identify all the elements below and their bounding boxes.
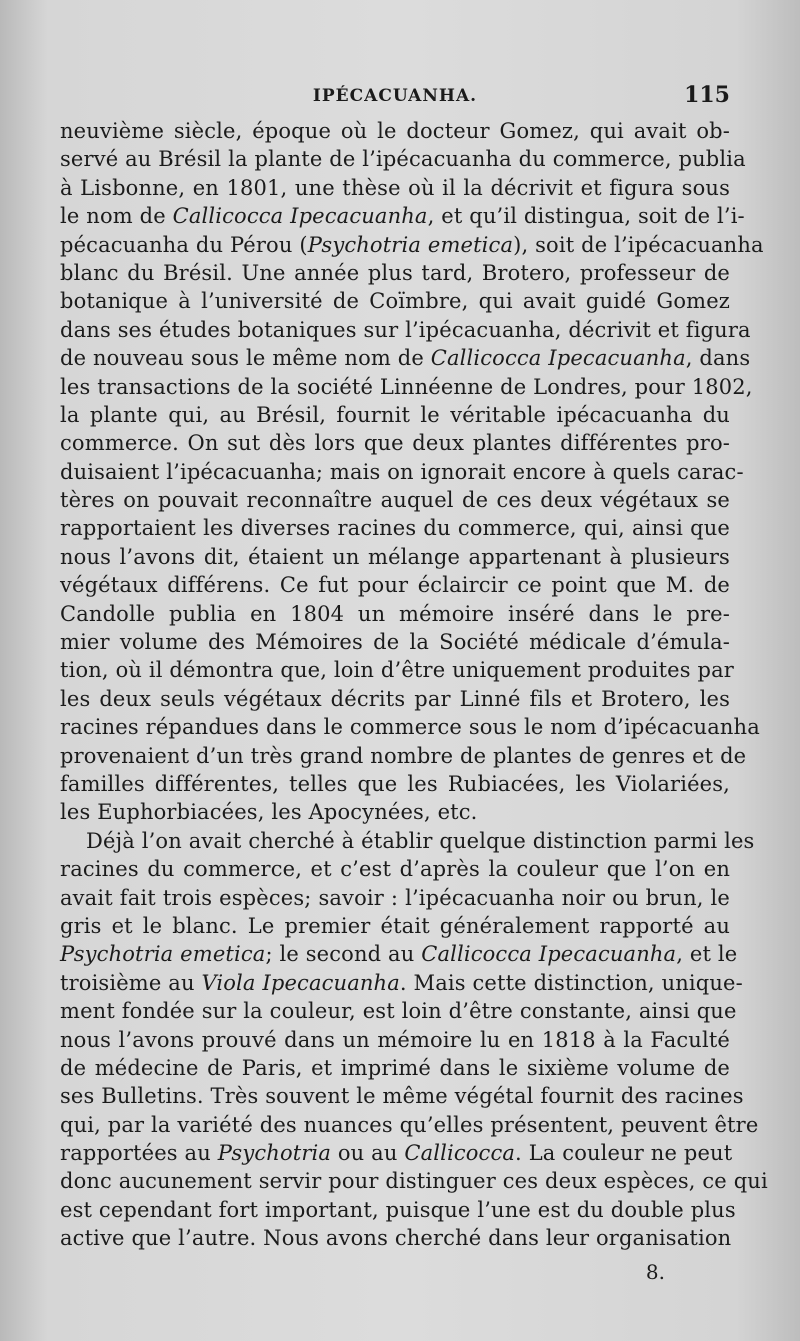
text-line [60, 969, 743, 997]
text-segment: neuvième siècle, époque où le docteur Gomez, qui avait ob- [60, 119, 730, 143]
text-line [60, 1196, 736, 1224]
italic-text: Callicocca Ipecacuanha [430, 346, 686, 371]
text-line [60, 628, 730, 656]
text-line [60, 1082, 744, 1110]
text-line [60, 940, 738, 968]
text-segment: familles différentes, telles que les Rubiacées, les Violariées, [60, 771, 730, 796]
text-segment: provenaient d’un très grand nombre de plantes de genres et de [60, 743, 747, 768]
text-segment: Déjà l’on avait cherché à établir quelque distinction parmi les [86, 828, 755, 853]
text-line [60, 656, 734, 684]
italic-text: Viola Ipecacuanha [201, 970, 400, 995]
text-segment: est cependant fort important, puisque l’une est du double plus [60, 1197, 736, 1222]
text-line [60, 798, 730, 826]
page-header [60, 82, 730, 114]
text-line [60, 1167, 768, 1195]
text-line [60, 600, 730, 628]
text-segment: la plante qui, au Brésil, fournit le véritable ipécacuanha du [60, 402, 730, 427]
text-segment: qui, par la variété des nuances qu’elles présentent, peuvent être [60, 1112, 759, 1137]
text-line [60, 401, 730, 429]
text-line [60, 344, 751, 372]
text-line [60, 571, 730, 599]
text-segment: pécacuanha du Pérou ( [60, 232, 308, 257]
signature-mark: 8. [645, 1260, 665, 1284]
text-line [60, 1026, 730, 1054]
text-line [60, 855, 730, 883]
text-segment: ou au [331, 1141, 405, 1166]
text-segment: racines du commerce, et c’est d’après la couleur que l’on en [60, 857, 730, 882]
text-segment: ; le second au [265, 942, 422, 967]
text-line [60, 827, 755, 855]
text-segment: de médecine de Paris, et imprimé dans le sixième volume de [60, 1055, 730, 1080]
text-line [60, 202, 745, 230]
text-segment: rapportées au [60, 1141, 218, 1166]
text-line [60, 117, 730, 145]
text-line [60, 912, 730, 940]
text-line [60, 1054, 730, 1082]
text-segment: tion, où il démontra que, loin d’être uniquement produites par [60, 658, 734, 683]
text-segment: troisième au [60, 970, 202, 995]
text-segment: commerce. On sut dès lors que deux plantes différentes pro- [60, 431, 730, 456]
text-segment: racines répandues dans le commerce sous le nom d’ipécacuanha [60, 715, 760, 740]
text-line [60, 429, 730, 457]
text-segment: tères on pouvait reconnaître auquel de ces deux végétaux se [60, 488, 730, 513]
text-line [60, 486, 730, 514]
text-segment: ment fondée sur la couleur, est loin d’être constante, ainsi que [60, 999, 737, 1024]
text-line [60, 287, 730, 315]
text-segment: avait fait trois espèces; savoir : l’ipécacuanha noir ou brun, le [60, 885, 730, 910]
text-line [60, 543, 730, 571]
text-segment: de nouveau sous le même nom de [60, 346, 431, 371]
text-line [60, 1224, 730, 1252]
text-segment: nous l’avons dit, étaient un mélange appartenant à plusieurs [60, 544, 730, 569]
text-segment: ), soit de l’ipécacuanha [513, 232, 764, 257]
text-segment: végétaux différens. Ce fut pour éclaircir ce point que M. de [60, 573, 730, 598]
text-segment: Candolle publia en 1804 un mémoire inséré dans le pre- [60, 601, 730, 626]
running-title: IPÉCACUANHA. [312, 86, 478, 106]
text-segment: , dans [685, 346, 751, 371]
text-line [60, 884, 730, 912]
text-line [60, 316, 751, 344]
italic-text: Psychotria emetica [60, 942, 266, 967]
text-segment: les transactions de la société Linnéenne de Londres, pour 1802, [60, 374, 753, 399]
text-segment: à Lisbonne, en 1801, une thèse où il la décrivit et figura sous [60, 175, 730, 200]
body-text [60, 117, 768, 1253]
text-line [60, 514, 730, 542]
text-segment: . Mais cette distinction, unique- [399, 970, 743, 995]
text-segment: donc aucunement servir pour distinguer ces deux espèces, ce qui [60, 1169, 768, 1194]
italic-text: Callicocca [404, 1141, 516, 1166]
text-line [60, 685, 730, 713]
text-segment: les deux seuls végétaux décrits par Linné fils et Brotero, les [60, 686, 730, 711]
text-line [60, 742, 747, 770]
text-segment: gris et le blanc. Le premier était généralement rapporté au [60, 913, 730, 938]
text-segment: . La couleur ne peut [515, 1141, 733, 1166]
text-segment: botanique à l’université de Coïmbre, qui avait guidé Gomez [60, 289, 730, 314]
text-line [60, 231, 764, 259]
text-line [60, 174, 730, 202]
italic-text: Psychotria [217, 1141, 332, 1166]
text-segment: blanc du Brésil. Une année plus tard, Brotero, professeur de [60, 260, 730, 285]
text-line [60, 145, 746, 173]
text-segment: nous l’avons prouvé dans un mémoire lu en 1818 à la Faculté [60, 1027, 730, 1052]
text-line [60, 1111, 759, 1139]
text-line [60, 770, 730, 798]
text-segment: active que l’autre. Nous avons cherché dans leur organisation [60, 1226, 732, 1251]
text-segment: duisaient l’ipécacuanha; mais on ignorait encore à quels carac- [60, 459, 744, 484]
text-segment: mier volume des Mémoires de la Société médicale d’émula- [60, 630, 730, 655]
text-line [60, 1139, 733, 1167]
text-segment: le nom de [60, 204, 173, 229]
text-line [60, 259, 730, 287]
text-segment: les Euphorbiacées, les Apocynées, etc. [60, 800, 478, 825]
text-line [60, 373, 753, 401]
text-segment: dans ses études botaniques sur l’ipécacuanha, décrivit et figura [60, 317, 751, 342]
italic-text: Callicocca Ipecacuanha [421, 942, 677, 967]
text-line [60, 713, 760, 741]
italic-text: Callicocca Ipecacuanha [172, 204, 428, 229]
text-line [60, 997, 737, 1025]
page-number: 115 [684, 82, 730, 108]
text-segment: , et qu’il distingua, soit de l’i- [427, 204, 745, 229]
italic-text: Psychotria emetica [307, 232, 514, 257]
text-segment: ses Bulletins. Très souvent le même végétal fournit des racines [60, 1084, 744, 1109]
text-segment: rapportaient les diverses racines du commerce, qui, ainsi que [60, 516, 730, 541]
text-segment: , et le [676, 942, 738, 967]
text-line [60, 458, 744, 486]
text-segment: servé au Brésil la plante de l’ipécacuanha du commerce, publia [60, 147, 746, 172]
